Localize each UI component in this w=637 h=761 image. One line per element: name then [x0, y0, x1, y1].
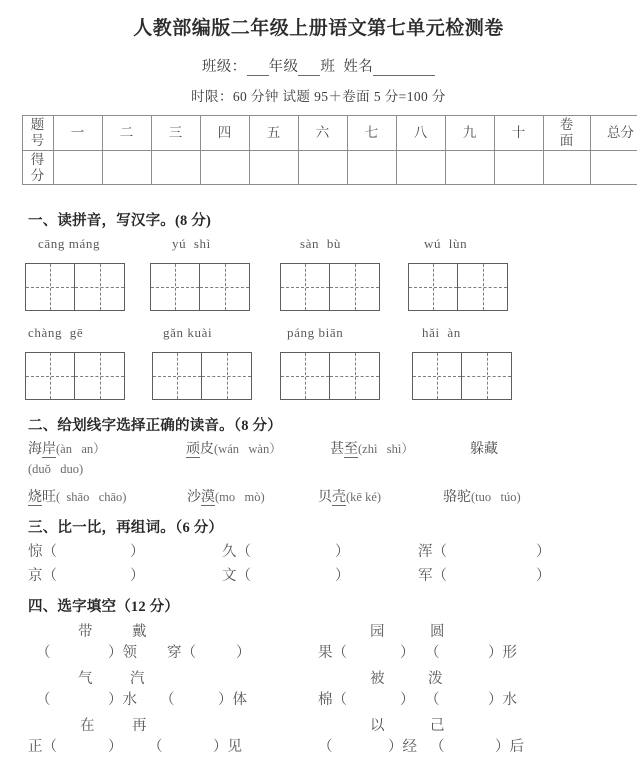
s4-g2-blank-4-open[interactable]: （ — [425, 688, 440, 709]
tianzige-cell[interactable] — [25, 263, 75, 311]
tianzige-cell[interactable] — [150, 263, 200, 311]
tianzige-cell[interactable] — [202, 352, 252, 400]
row-label-question-char1: 题 — [23, 117, 53, 133]
s4-g2-right-char-b: 泼 — [428, 667, 443, 688]
tianzige-row-1 — [0, 263, 637, 313]
col-header-8: 八 — [396, 115, 445, 150]
section-one-heading: 一、读拼音，写汉字。(8 分) — [0, 209, 637, 230]
s4-group-2-chars — [0, 667, 637, 688]
s3-pair-1-bottom-close[interactable]: ） — [130, 564, 145, 585]
s2-char-shao-underlined: 烧 — [28, 490, 42, 506]
section-four — [0, 595, 637, 757]
tianzige-cell[interactable] — [280, 263, 330, 311]
class-word: 班 — [320, 59, 335, 75]
s4-g1-left-char-a: 带 — [78, 620, 93, 641]
s4-g1-blank-2-close[interactable]: ） — [236, 641, 251, 662]
score-cell-6[interactable] — [298, 150, 347, 185]
s2-item-haian[interactable] — [28, 438, 106, 458]
s2-choices-tuo[interactable]: (tuo túo) — [471, 490, 521, 504]
pinyin-1-4: wú lùn — [424, 236, 467, 252]
s4-group-1 — [0, 620, 637, 663]
pinyin-2-3: páng biān — [287, 325, 343, 341]
s4-g2-blank-1-close[interactable]: ）水 — [108, 688, 137, 709]
section-three-line-top — [0, 540, 637, 561]
row-label-question-char2: 号 — [23, 133, 53, 149]
s3-pair-1-top-char: 惊（ — [28, 540, 57, 561]
col-header-paper-face — [543, 115, 590, 150]
s2-char-ke-underlined: 壳 — [332, 490, 346, 506]
col-header-3: 三 — [151, 115, 200, 150]
section-three — [0, 516, 637, 585]
s3-pair-1-bottom-char: 京（ — [28, 564, 57, 585]
s2-item-shamo[interactable] — [187, 486, 265, 506]
score-cell-7[interactable] — [347, 150, 396, 185]
score-table — [22, 115, 637, 186]
section-two — [0, 414, 637, 507]
tianzige-box-6[interactable] — [152, 352, 252, 400]
tianzige-box-7[interactable] — [280, 352, 380, 400]
col-header-5: 五 — [249, 115, 298, 150]
pinyin-1-3: sàn bù — [300, 236, 341, 252]
s4-group-3-chars — [0, 714, 637, 735]
row-label-question — [22, 115, 53, 150]
name-blank[interactable] — [373, 61, 435, 76]
s4-g3-blank-4-close[interactable]: ）后 — [495, 735, 524, 756]
col-header-10: 十 — [494, 115, 543, 150]
student-info-line — [0, 55, 637, 76]
pinyin-row-2 — [0, 325, 637, 347]
pinyin-row-1 — [0, 236, 637, 258]
s4-g1-blank-2-open[interactable]: 穿（ — [167, 641, 196, 662]
s4-g2-right-char-a: 被 — [370, 667, 385, 688]
paper-face-char1: 卷 — [544, 117, 590, 133]
s4-g3-blank-1-open[interactable]: 正（ — [28, 735, 57, 756]
s4-g1-right-char-b: 圆 — [430, 620, 445, 641]
tianzige-cell[interactable] — [152, 352, 202, 400]
pinyin-1-1: cāng máng — [38, 236, 100, 252]
score-cell-paper-face[interactable] — [543, 150, 590, 185]
grade-blank[interactable] — [247, 61, 269, 76]
s4-g3-left-char-a: 在 — [80, 714, 95, 735]
col-header-1: 一 — [53, 115, 102, 150]
s4-group-2-answers — [0, 688, 637, 710]
tianzige-box-4[interactable] — [408, 263, 508, 311]
col-header-4: 四 — [200, 115, 249, 150]
s2-choices-wan[interactable]: (wán wàn） — [214, 442, 282, 456]
s2-item-shaowang[interactable] — [28, 486, 126, 506]
score-cell-8[interactable] — [396, 150, 445, 185]
col-header-total: 总分 — [590, 115, 637, 150]
tianzige-cell[interactable] — [330, 263, 380, 311]
s2-char-wang: 旺 — [42, 490, 56, 505]
tianzige-cell[interactable] — [75, 263, 125, 311]
s2-item-duocang-choices[interactable] — [28, 462, 83, 478]
tianzige-cell[interactable] — [25, 352, 75, 400]
time-and-score-line: 时限：60 分钟 试题 95＋卷面 5 分=100 分 — [0, 85, 637, 105]
table-row-question-numbers — [22, 115, 637, 150]
s2-word-luotuo: 骆驼 — [443, 490, 471, 505]
s4-g3-left-char-b: 再 — [132, 714, 147, 735]
s2-char-bei: 贝 — [318, 490, 332, 505]
s4-group-2 — [0, 667, 637, 710]
s2-item-duocang — [470, 438, 498, 458]
s4-g3-blank-1-close[interactable]: ） — [108, 735, 123, 756]
s2-item-shenzhi[interactable] — [330, 438, 414, 458]
col-header-7: 七 — [347, 115, 396, 150]
col-header-9: 九 — [445, 115, 494, 150]
row-label-score — [22, 150, 53, 185]
s3-pair-2-top-char: 久（ — [222, 540, 251, 561]
tianzige-box-5[interactable] — [25, 352, 125, 400]
s4-g2-blank-3-close[interactable]: ） — [400, 688, 415, 709]
score-cell-1[interactable] — [53, 150, 102, 185]
s4-g2-blank-1-open[interactable]: （ — [36, 688, 51, 709]
score-cell-total[interactable] — [590, 150, 637, 185]
tianzige-cell[interactable] — [408, 263, 458, 311]
s4-group-1-answers — [0, 641, 637, 663]
s4-g3-blank-3-close[interactable]: ）经 — [388, 735, 417, 756]
s2-char-sha: 沙 — [187, 490, 201, 505]
pinyin-2-4: hǎi àn — [422, 325, 461, 341]
score-cell-3[interactable] — [151, 150, 200, 185]
tianzige-cell[interactable] — [412, 352, 462, 400]
s2-choices-shao[interactable]: ( shāo chāo) — [56, 490, 126, 504]
tianzige-box-8[interactable] — [412, 352, 512, 400]
score-cell-4[interactable] — [200, 150, 249, 185]
s2-char-shen: 甚 — [330, 442, 344, 457]
s2-char-pi: 皮 — [200, 442, 214, 457]
section-two-line-2 — [0, 462, 637, 483]
s4-g2-blank-3-open[interactable]: 棉（ — [318, 688, 347, 709]
s2-char-mo-underlined: 漠 — [201, 490, 215, 506]
tianzige-box-3[interactable] — [280, 263, 380, 311]
pinyin-2-1: chàng gē — [28, 325, 83, 341]
s3-pair-2-top-close[interactable]: ） — [335, 540, 350, 561]
score-cell-9[interactable] — [445, 150, 494, 185]
tianzige-cell[interactable] — [462, 352, 512, 400]
paper-face-char2: 面 — [544, 133, 590, 149]
tianzige-box-1[interactable] — [25, 263, 125, 311]
s4-g1-blank-1-close[interactable]: ）领 — [108, 641, 137, 662]
s4-g1-left-char-b: 戴 — [132, 620, 147, 641]
s2-item-beike[interactable] — [318, 486, 381, 506]
s4-group-3 — [0, 714, 637, 757]
s4-g3-blank-2-close[interactable]: ）见 — [213, 735, 242, 756]
tianzige-cell[interactable] — [458, 263, 508, 311]
s3-pair-3-top-close[interactable]: ） — [536, 540, 551, 561]
s4-g1-blank-1-open[interactable]: （ — [36, 641, 51, 662]
table-row-scores — [22, 150, 637, 185]
section-two-line-3 — [0, 486, 637, 507]
s3-pair-3-bottom-close[interactable]: ） — [536, 564, 551, 585]
s2-char-hai: 海 — [28, 442, 42, 457]
s2-item-wanpi[interactable] — [186, 438, 282, 458]
section-three-line-bottom — [0, 564, 637, 585]
s2-choices-duo[interactable]: (duǒ duo) — [28, 462, 83, 476]
page-title: 人教部编版二年级上册语文第七单元检测卷 — [0, 18, 637, 41]
tianzige-cell[interactable] — [200, 263, 250, 311]
row-label-score-char2: 分 — [23, 168, 53, 184]
class-blank[interactable] — [298, 61, 320, 76]
s4-g1-blank-3-open[interactable]: 果（ — [318, 641, 347, 662]
pinyin-2-2: gǎn kuài — [163, 325, 212, 341]
score-cell-5[interactable] — [249, 150, 298, 185]
s2-item-luotuo[interactable] — [443, 486, 521, 506]
s2-choices-ke[interactable]: (kē ké) — [346, 490, 381, 504]
s2-choices-an[interactable]: (àn an） — [56, 442, 106, 456]
section-three-heading: 三、比一比，再组词。（6 分） — [0, 516, 637, 537]
s4-g1-blank-4-open[interactable]: （ — [425, 641, 440, 662]
score-table-wrapper — [22, 115, 616, 186]
s3-pair-3-bottom-char: 军（ — [418, 564, 447, 585]
s2-word-duocang: 躲藏 — [470, 442, 498, 457]
tianzige-cell[interactable] — [75, 352, 125, 400]
s2-choices-zhi[interactable]: (zhì shì） — [358, 442, 414, 456]
score-cell-10[interactable] — [494, 150, 543, 185]
s4-g1-blank-3-close[interactable]: ） — [400, 641, 415, 662]
s4-g3-blank-2-open[interactable]: （ — [148, 735, 163, 756]
tianzige-cell[interactable] — [330, 352, 380, 400]
s4-g3-right-char-a: 以 — [370, 714, 385, 735]
s3-pair-2-bottom-close[interactable]: ） — [335, 564, 350, 585]
name-label: 姓名 — [343, 59, 373, 75]
class-label: 班级： — [202, 59, 247, 75]
s2-char-zhi-underlined: 至 — [344, 442, 358, 458]
tianzige-row-2 — [0, 352, 637, 402]
section-two-line-1 — [0, 438, 637, 459]
section-four-heading: 四、选字填空（12 分） — [0, 595, 637, 616]
s3-pair-3-top-char: 浑（ — [418, 540, 447, 561]
s2-char-an-underlined: 岸 — [42, 442, 56, 458]
s4-g2-blank-2-close[interactable]: ）体 — [218, 688, 247, 709]
s4-group-1-chars — [0, 620, 637, 641]
col-header-2: 二 — [102, 115, 151, 150]
col-header-6: 六 — [298, 115, 347, 150]
s3-pair-1-top-close[interactable]: ） — [130, 540, 145, 561]
row-label-score-char1: 得 — [23, 152, 53, 168]
s4-g3-blank-3-open[interactable]: （ — [318, 735, 333, 756]
pinyin-1-2: yú shì — [172, 236, 211, 252]
tianzige-cell[interactable] — [280, 352, 330, 400]
s4-g1-right-char-a: 园 — [370, 620, 385, 641]
s4-g2-blank-2-open[interactable]: （ — [160, 688, 175, 709]
score-cell-2[interactable] — [102, 150, 151, 185]
s3-pair-2-bottom-char: 文（ — [222, 564, 251, 585]
s2-choices-mo[interactable]: (mo mò) — [215, 490, 265, 504]
s2-char-wan-underlined: 顽 — [186, 442, 200, 458]
s4-g3-right-char-b: 己 — [430, 714, 445, 735]
s4-g2-blank-4-close[interactable]: ）水 — [488, 688, 517, 709]
section-two-heading: 二、给划线字选择正确的读音。（8 分） — [0, 414, 637, 435]
s4-g3-blank-4-open[interactable]: （ — [430, 735, 445, 756]
tianzige-box-2[interactable] — [150, 263, 250, 311]
s4-g2-left-char-b: 汽 — [130, 667, 145, 688]
section-one — [0, 209, 637, 402]
s4-group-3-answers — [0, 735, 637, 757]
s4-g2-left-char-a: 气 — [78, 667, 93, 688]
s4-g1-blank-4-close[interactable]: ）形 — [488, 641, 517, 662]
grade-word: 年级 — [269, 59, 299, 75]
